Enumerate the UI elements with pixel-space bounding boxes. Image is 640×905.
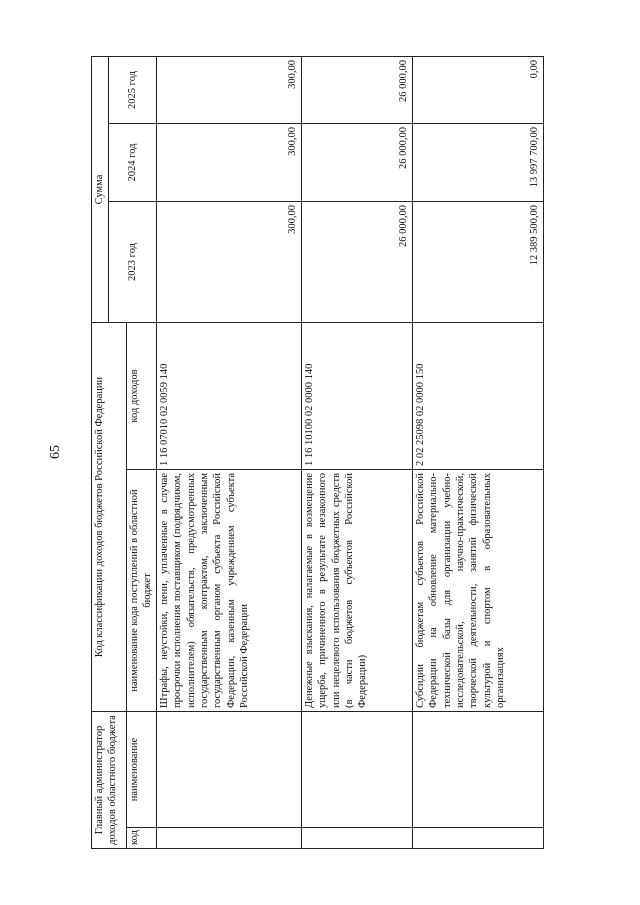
row-name	[156, 712, 301, 828]
row-value-2024: 13 997 700,00	[412, 123, 543, 201]
header-name: наименование	[127, 712, 157, 828]
row-value-2023: 12 389 500,00	[412, 201, 543, 322]
row-value-2024: 26 000,00	[301, 123, 412, 201]
header-income-code: код доходов	[127, 322, 157, 469]
table-row	[156, 56, 301, 848]
header-sum: Сумма	[92, 56, 109, 322]
table-row	[412, 56, 543, 848]
row-income-code: 1 16 07010 02 0059 140	[156, 322, 301, 469]
row-value-2024: 300,00	[156, 123, 301, 201]
row-value-2023: 26 000,00	[301, 201, 412, 322]
header-admin: Главный администратор доходов областного бюджета	[92, 712, 127, 849]
header-income-name: наименование кода поступлений в областной бюджет	[127, 470, 157, 712]
table-row	[301, 56, 412, 848]
row-income-code: 1 16 10100 02 0000 140	[301, 322, 412, 469]
header-year-2025: 2025 год	[109, 56, 157, 123]
header-year-2023: 2023 год	[109, 201, 157, 322]
row-income-name: Субсидии бюджетам субъектов Российской Федерации на обновление материально-технической базы для организации учебно-исследовательской, научно-практической, творческой деятельности, занятий физической культурой и спортом в образовательных организациях	[412, 470, 543, 712]
row-income-code: 2 02 25098 02 0000 150	[412, 322, 543, 469]
header-code: код	[127, 828, 157, 849]
row-income-name: Штрафы, неустойки, пени, уплаченные в случае просрочки исполнения поставщиком (подрядчиком, исполнителем) обязательств, предусмотренных государственным контрактом, заключенным государственным органом субъекта Российской Федерации, казенным учреждением субъекта Российской Федерации	[156, 470, 301, 712]
row-name	[301, 712, 412, 828]
row-income-name: Денежные взыскания, налагаемые в возмещение ущерба, причиненного в результате незаконного или нецелевого использования бюджетных средств (в части бюджетов субъектов Российской Федерации)	[301, 470, 412, 712]
page-number: 65	[48, 445, 63, 459]
row-value-2023: 300,00	[156, 201, 301, 322]
header-classification: Код классификации доходов бюджетов Российской Федерации	[92, 322, 127, 711]
row-code	[412, 828, 543, 849]
row-code	[301, 828, 412, 849]
row-value-2025: 26 000,00	[301, 56, 412, 123]
rotated-page-content	[91, 57, 541, 849]
budget-revenue-table	[91, 56, 544, 849]
header-year-2024: 2024 год	[109, 123, 157, 201]
row-value-2025: 300,00	[156, 56, 301, 123]
row-value-2025: 0,00	[412, 56, 543, 123]
row-name	[412, 712, 543, 828]
row-code	[156, 828, 301, 849]
